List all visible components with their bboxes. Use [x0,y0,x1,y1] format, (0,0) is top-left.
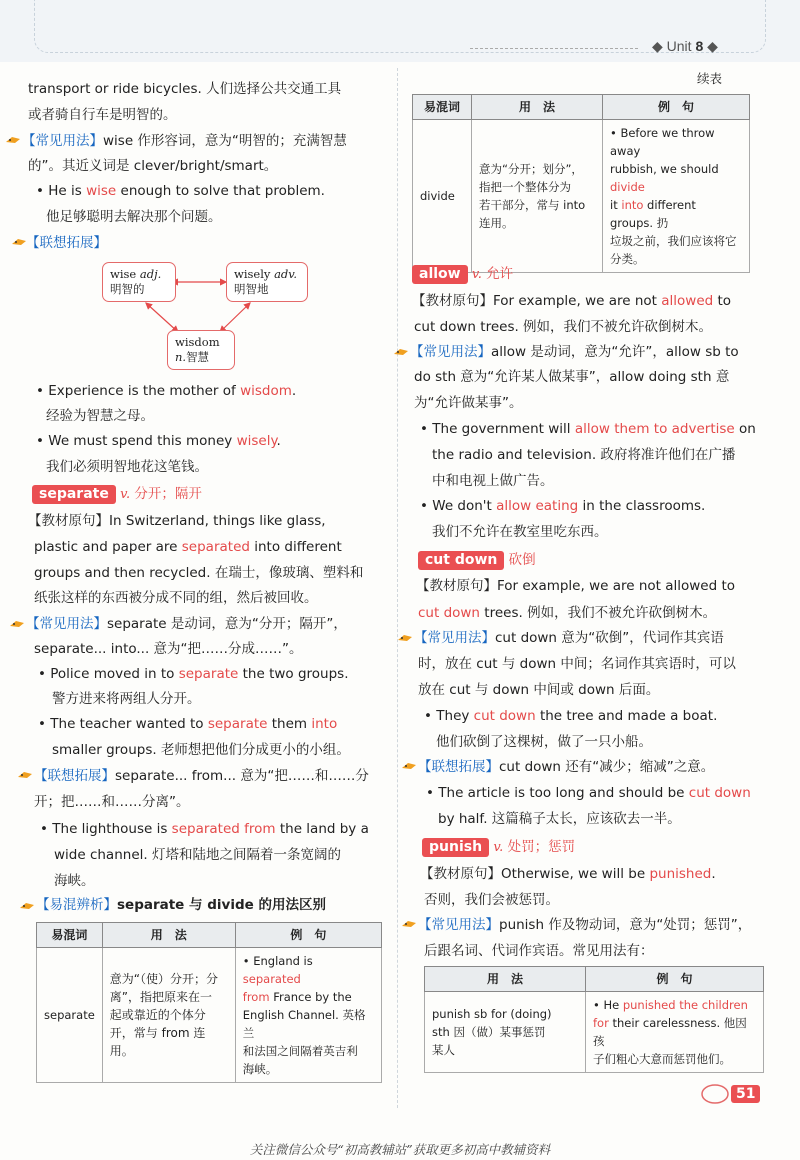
graph-box2-cn: 明智地 [234,282,269,296]
cut-assoc-text1: cut down 还有“减少；缩减”之意。 [499,759,715,775]
example-line: • Before we throw away [610,126,715,158]
bird-icon [396,632,414,646]
cut-orig-label: 【教材原句】 [416,578,497,594]
footer-note: 关注微信公众号“初高教辅站”获取更多初高中教辅资料 [249,1142,551,1157]
usage-line: 若干部分，常与 into [479,198,586,212]
diff-title: separate 与 divide 的用法区别 [117,897,326,913]
cut-orig-line1 [416,577,735,595]
page-number: 51 [731,1085,760,1103]
cut-usage-line2: 时，放在 cut 与 down 中间；名词作其宾语时，可以 [418,656,736,672]
example-line [610,160,742,196]
allow-example1-line3: 中和电视上做广告。 [432,473,554,489]
punish-orig-label: 【教材原句】 [420,866,501,882]
punish-usage-text1: punish 作及物动词，意为“处罚；惩罚”， [499,917,752,933]
table-header: 例 句 [603,95,750,120]
bird-icon [392,346,410,360]
unit-number: 8 [695,38,704,54]
punish-usage-line1 [418,916,751,934]
allow-pos: v. [471,267,482,282]
table-cell-usage [425,992,586,1073]
graph-box-wise [102,262,176,302]
graph-box1-en: wise [110,267,140,281]
bird-icon [400,918,418,932]
punish-orig-1a: Otherwise, we will be [501,866,650,882]
separate-heading [32,485,202,504]
ex-highlight: divide [610,180,645,194]
bird-icon [8,618,26,632]
graph-box1-cn: 明智的 [110,282,145,296]
usage-line: punish sb for (doing) [432,1007,552,1021]
graph-box-wisely [226,262,308,302]
allow-orig-line2: cut down trees. 例如，我们不被允许砍倒树木。 [414,319,713,335]
cut-usage-line1 [414,629,724,647]
usage-line: 意为“分开；划分”， [479,162,583,176]
sep-example3: • The lighthouse is separated from the land by a [40,821,369,837]
table-header: 易混词 [37,923,103,948]
sep-example1-cn: 警方进来将两组人分开。 [52,691,201,707]
cut-orig-2b: trees. 例如，我们不被允许砍倒树木。 [480,605,717,621]
allow-orig-highlight: allowed [661,293,714,309]
ex-part: it [610,198,622,212]
cut-ex1-highlight: cut down [473,708,536,724]
intro-line1: transport or ride bicycles. 人们选择公共交通工具 [28,81,342,97]
wise-usage-line1 [22,132,347,150]
sep-usage-label: 【常见用法】 [26,616,107,632]
ex-part: different groups. 扔 [610,198,696,230]
wise-usage-text1: wise 作形容词，意为“明智的；充满智慧 [103,133,347,149]
table-header: 用 法 [472,95,603,120]
table-header-row [413,95,750,120]
cut-meaning: 砍倒 [508,552,536,568]
allow-ex1-c: on [734,421,756,437]
cut-example2: • The article is too long and should be cut down [426,785,751,801]
diff-heading [36,896,326,914]
allow-example2: • We don't allow eating in the classrooms. [420,498,706,514]
table-header: 例 句 [586,967,764,992]
cut-assoc-line1 [418,758,714,776]
diff-label: 【易混辨析】 [36,897,117,913]
table-header: 例 句 [235,923,381,948]
sep-example2-line2: smaller groups. 老师想把他们分成更小的小组。 [52,742,350,758]
punish-usage-line2: 后跟名词、代词作宾语。常见用法有： [424,943,654,959]
unit-word: Unit [666,38,692,54]
allow-usage-label: 【常见用法】 [410,344,491,360]
sep-usage-line1 [26,615,347,633]
table-header-row [37,923,382,948]
wise-ex1-highlight: wise [86,183,117,199]
sep-example2: • The teacher wanted to separate them into [38,716,338,732]
bird-icon [4,134,22,148]
bird-icon [18,900,36,914]
cut-ex1-c: the tree and made a boat. [535,708,718,724]
separate-meaning: 分开；隔开 [130,486,202,502]
cut-usage-line3: 放在 cut 与 down 中间或 down 后面。 [418,682,660,698]
wise-ex1-c: enough to solve that problem. [116,183,325,199]
allow-ex1-a: The government will [432,421,575,437]
allow-example1: • The government will allow them to advertise on [420,421,756,437]
graph-box-wisdom [167,330,235,370]
usage-line: 开，常与 from 连用。 [109,1026,206,1058]
usage-line: 起或靠近的个体分 [109,1008,206,1022]
allow-usage-line3: 为“允许做某事”。 [414,395,523,411]
sep-usage-text1: separate 是动词，意为“分开；隔开”， [107,616,347,632]
usage-line: 指把一个整体分为 [479,180,571,194]
allow-usage-line2: do sth 意为“允许某人做某事”，allow doing sth 意 [414,369,730,385]
sep-ex2-highlight: separate [207,716,268,732]
punish-orig-line2: 否则，我们会被惩罚。 [424,892,559,908]
ex-part: • England is [242,954,313,968]
sep-assoc-label: 【联想拓展】 [34,768,115,784]
sep-usage-line2: separate... into... 意为“把……分成……”。 [34,641,303,657]
allow-ex2-highlight: allow eating [496,498,579,514]
wise-example1: • He is wise enough to solve that problem. [36,183,325,199]
sep-ex1-highlight: separate [178,666,239,682]
table-header: 用 法 [102,923,235,948]
wise-example1-cn: 他足够聪明去解决那个问题。 [46,209,222,225]
column-divider [397,68,398,1108]
sep-orig-line1 [28,512,326,530]
example-line [243,952,374,988]
table-cell-usage [472,120,603,273]
sep-ex2-a: The teacher wanted to [50,716,208,732]
cut-orig-highlight: cut down [418,605,480,621]
cut-usage-label: 【常见用法】 [414,630,495,646]
sep-orig-highlight: separated [181,539,250,555]
sep-example1: • Police moved in to separate the two groups. [38,666,349,682]
cut-example1-cn: 他们砍倒了这棵树，做了一只小船。 [436,734,652,750]
table-cell-example [586,992,764,1073]
diff-table [36,922,382,1083]
sep-assoc-line2: 开；把……和……分离”。 [34,794,190,810]
allow-ex2-c: in the classrooms. [578,498,706,514]
usage-line: 连用。 [479,216,514,230]
sep-ex2-into: into [311,716,338,732]
example-line: 分类。 [610,252,645,266]
punish-usage-label: 【常见用法】 [418,917,499,933]
example-line [593,1014,756,1050]
diff-table-continued [412,94,750,273]
sep-assoc-line1 [34,767,369,785]
usage-line: 意为“（使）分开；分 [109,972,218,986]
ex-highlight: separated [242,972,301,986]
wise-usage-label: 【常见用法】 [22,133,103,149]
sep-orig-line4: 纸张这样的东西被分成不同的组，然后被回收。 [34,590,318,606]
allow-tag: allow [412,265,468,284]
cut-usage-text1: cut down 意为“砍倒”，代词作其宾语 [495,630,724,646]
cut-ex2-highlight: cut down [688,785,751,801]
punish-orig-highlight: punished [649,866,712,882]
table-row [425,992,764,1073]
sep-orig-2c: into different [249,539,342,555]
sep-orig-label: 【教材原句】 [28,513,109,529]
usage-line: 某人 [432,1043,455,1057]
graph-box2-en: wisely [234,267,275,281]
continued-label: 续表 [697,71,723,86]
wise-example3: • We must spend this money wisely. [36,433,281,449]
ex-part: France by the [269,990,352,1004]
allow-orig-line1 [412,292,731,310]
sep-ex3-highlight: separated from [171,821,276,837]
example-line: 海峡。 [242,1062,278,1076]
usage-line: sth 因（做）某事惩罚 [432,1025,546,1039]
ex-highlight: into [621,198,644,212]
sep-ex3-c: the land by a [275,821,369,837]
cut-example1: • They cut down the tree and made a boat. [424,708,718,724]
cut-orig-text1: For example, we are not allowed to [497,578,736,594]
punish-tag: punish [422,838,489,857]
table-cell-example [235,948,381,1083]
wise-example2: • Experience is the mother of wisdom. [36,383,297,399]
allow-example1-line2: the radio and television. 政府将准许他们在广播 [432,447,736,463]
table-row [37,948,382,1083]
wise-usage-line2: 的”。其近义词是 clever/bright/smart。 [28,158,278,174]
ex-highlight: for [593,1016,609,1030]
bird-icon [400,760,418,774]
ex2-c: . [291,383,297,399]
sep-example3-line2: wide channel. 灯塔和陆地之间隔着一条宽阔的 [54,847,341,863]
punish-orig-1c: . [711,866,716,882]
cut-ex1-a: They [436,708,474,724]
assoc-label-text: 【联想拓展】 [26,235,107,251]
example-line: English Channel. 英格兰 [242,1008,366,1040]
separate-tag: separate [32,485,116,504]
punish-table [424,966,764,1073]
allow-orig-label: 【教材原句】 [412,293,493,309]
sep-orig-2a: plastic and paper are [34,539,182,555]
sep-ex1-c: the two groups. [238,666,349,682]
example-line: 垃圾之前，我们应该将它 [610,234,737,248]
sep-example3-line3: 海峡。 [54,873,95,889]
allow-ex2-a: We don't [432,498,497,514]
graph-box3-en: wisdom [175,335,220,349]
cut-tag: cut down [418,551,504,570]
example-line: 子们粗心大意而惩罚他们。 [593,1052,731,1066]
sep-assoc-text1: separate... from... 意为“把……和……分 [115,768,369,784]
sep-ex1-a: Police moved in to [50,666,179,682]
table-cell-word: divide [413,120,472,273]
ex3-highlight: wisely [236,433,277,449]
cut-orig-line2 [418,604,716,622]
ex2-a: Experience is the mother of [48,383,241,399]
unit-label: ◆ Unit 8 ◆ [652,38,718,54]
allow-example2-cn: 我们不允许在教室里吃东西。 [432,524,608,540]
ex-part: • He [593,998,623,1012]
allow-usage-line1 [410,343,739,361]
graph-box2-pos: adv. [274,267,298,281]
table-cell-example [603,120,750,273]
ex3-a: We must spend this money [48,433,237,449]
punish-meaning: 处罚；惩罚 [503,839,576,855]
usage-line: 离”，指把原来在一 [109,990,212,1004]
punish-orig-line1 [420,865,716,883]
punish-heading [422,838,575,857]
sep-ex2-c: them [267,716,312,732]
separate-pos: v. [120,487,131,502]
ex-highlight: from [242,990,270,1004]
allow-orig-1a: For example, we are not [493,293,662,309]
sep-ex3-a: The lighthouse is [52,821,172,837]
example-line [610,196,742,232]
wise-ex1-a: He is [48,183,87,199]
cut-assoc-label: 【联想拓展】 [418,759,499,775]
allow-heading [412,265,513,284]
page-corner-ornament [700,1083,730,1105]
header-rule [470,48,638,49]
ex-highlight: punished the children [622,998,748,1012]
graph-box1-pos: adj. [139,267,162,281]
graph-box3-cn: 智慧 [186,350,210,364]
example-line [243,988,374,1006]
table-header-row [425,967,764,992]
table-cell-usage [102,948,235,1083]
sep-orig-line2 [34,538,342,556]
table-header: 用 法 [425,967,586,992]
graph-box3-pos: n. [175,350,187,364]
ex-part: rubbish, we should [610,162,719,176]
wise-example3-cn: 我们必须明智地花这笔钱。 [46,459,208,475]
wise-assoc-label [26,234,107,252]
bird-icon [16,769,34,783]
table-header: 易混词 [413,95,472,120]
cut-example2-line2: by half. 这篇稿子太长，应该砍去一半。 [438,811,681,827]
cut-ex2-a: The article is too long and should be [438,785,689,801]
allow-ex1-highlight: allow them to advertise [574,421,735,437]
example-line [593,996,756,1014]
ex2-highlight: wisdom [240,383,292,399]
sep-orig-text1: In Switzerland, things like glass, [109,513,326,529]
cut-heading [418,551,536,570]
example-line: 和法国之间隔着英吉利 [242,1044,358,1058]
ex3-c: . [276,433,281,449]
allow-meaning: 允许 [481,266,514,282]
table-cell-word: separate [37,948,103,1083]
wise-example2-cn: 经验为智慧之母。 [46,408,154,424]
table-row [413,120,750,273]
sep-orig-line3: groups and then recycled. 在瑞士，像玻璃、塑料和 [34,565,364,581]
allow-orig-1c: to [713,293,732,309]
intro-line2: 或者骑自行车是明智的。 [28,107,177,123]
ex-part: their carelessness. 他因孩 [593,1016,747,1048]
allow-usage-text1: allow 是动词，意为“允许”，allow sb to [491,344,739,360]
punish-pos: v. [493,840,504,855]
